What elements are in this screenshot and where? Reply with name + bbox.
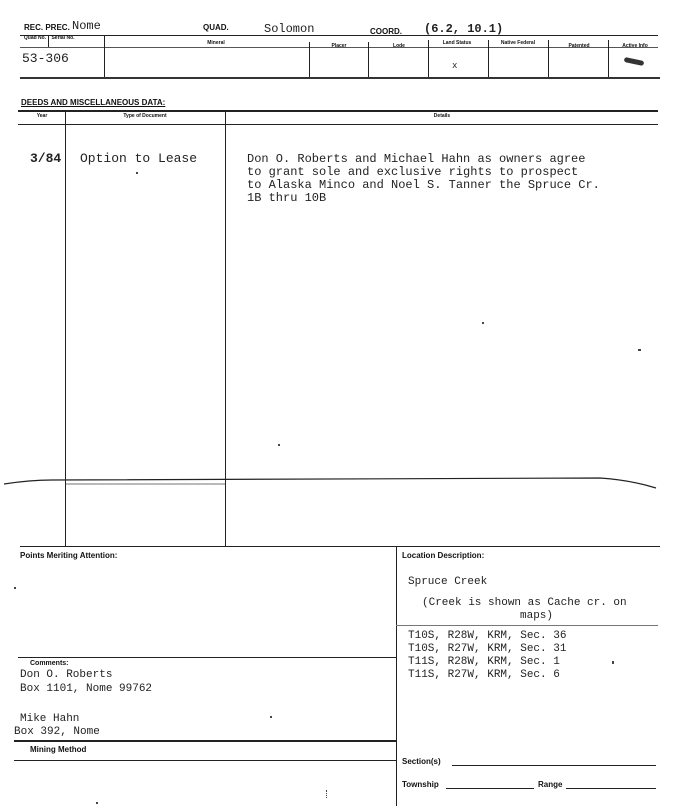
col-patented: Patented: [568, 43, 590, 49]
tract-line: T11S, R28W, KRM, Sec. 1: [408, 656, 560, 668]
deeds-top-rule: [18, 110, 658, 112]
comment-line: Mike Hahn: [20, 713, 80, 725]
col-active-info: Active Info: [622, 43, 648, 49]
col-mineral: Mineral: [207, 40, 225, 46]
deed-year: 3/84: [30, 151, 62, 166]
quad-no-value: 53-306: [22, 51, 69, 66]
sections-label: Section(s): [402, 757, 441, 766]
mining-method-label: Mining Method: [30, 745, 87, 754]
col-year: Year: [36, 113, 48, 119]
range-label: Range: [538, 780, 563, 789]
deed-type: Option to Lease: [80, 151, 198, 166]
location-note: maps): [520, 610, 554, 622]
speck: [14, 587, 16, 589]
ink-smudge: [624, 57, 645, 66]
divider-lode-land: [428, 40, 429, 77]
speck: [96, 802, 98, 804]
location-note: (Creek is shown as Cache cr. on: [422, 597, 627, 609]
tract-line: T10S, R28W, KRM, Sec. 36: [408, 630, 567, 642]
points-label: Points Meriting Attention:: [20, 551, 118, 560]
speck: [136, 172, 138, 174]
divider-placer-lode: [368, 42, 369, 77]
col-native-federal: Native Federal: [500, 40, 536, 46]
divider-mineral-placer: [309, 42, 310, 77]
quad-value: Solomon: [264, 22, 315, 36]
col-details: Details: [433, 113, 451, 119]
divider-land-native: [488, 40, 489, 77]
col-quad-no: Quad No.: [23, 35, 47, 41]
deeds-bottom-rule: [20, 546, 660, 547]
location-name: Spruce Creek: [408, 576, 488, 588]
header-bottom-rule: [20, 77, 660, 79]
col-placer: Placer: [331, 43, 347, 49]
speck: [482, 322, 484, 324]
tract-line: T10S, R27W, KRM, Sec. 31: [408, 643, 567, 655]
deeds-section-title: DEEDS AND MISCELLANEOUS DATA:: [21, 98, 166, 107]
comment-line: Don O. Roberts: [20, 669, 113, 681]
deed-details: Don O. Roberts and Michael Hahn as owners agree to grant sole and exclusive rights to prospect to Alaska Minco and Noel S. Tanner the Spruce Cr. 1B thru 10B: [247, 152, 600, 205]
land-status-value: x: [452, 61, 458, 71]
col-type: Type of Document: [123, 113, 167, 119]
speck: [326, 790, 328, 798]
divider-quad-serial: [48, 35, 49, 47]
township-blank: [446, 788, 534, 789]
comments-label: Comments:: [30, 660, 69, 667]
header-rule: [20, 35, 658, 36]
col-serial-no: Serial No.: [51, 35, 75, 41]
location-label: Location Description:: [402, 551, 485, 560]
col-lode: Lode: [393, 43, 405, 49]
speck: [612, 661, 614, 664]
col-land-status: Land Status: [442, 40, 472, 46]
speck: [270, 716, 272, 718]
tract-line: T11S, R27W, KRM, Sec. 6: [408, 669, 560, 681]
coord-value: (6.2, 10.1): [424, 22, 504, 36]
coord-label: COORD.: [370, 27, 402, 36]
divider-patented-active: [608, 40, 609, 77]
lower-divider: [396, 546, 397, 806]
township-label: Township: [402, 780, 439, 789]
deeds-header-rule: [18, 124, 658, 125]
sections-blank: [452, 765, 656, 766]
range-blank: [566, 788, 656, 789]
comments-rule: [18, 657, 396, 658]
mining-underline: [14, 760, 396, 761]
location-rule: [396, 625, 658, 626]
rec-prec-value: Nome: [72, 19, 101, 33]
mining-rule: [14, 740, 396, 742]
divider-native-patented: [548, 40, 549, 77]
rec-prec-label: REC. PREC.: [24, 23, 70, 32]
quad-label: QUAD.: [203, 23, 229, 32]
comment-line: Box 1101, Nome 99762: [20, 683, 153, 695]
speck: [278, 444, 280, 446]
comment-line: Box 392, Nome: [14, 726, 100, 738]
speck: [638, 349, 641, 351]
divider-serial-mineral: [104, 35, 105, 77]
stray-rule: [0, 470, 678, 500]
